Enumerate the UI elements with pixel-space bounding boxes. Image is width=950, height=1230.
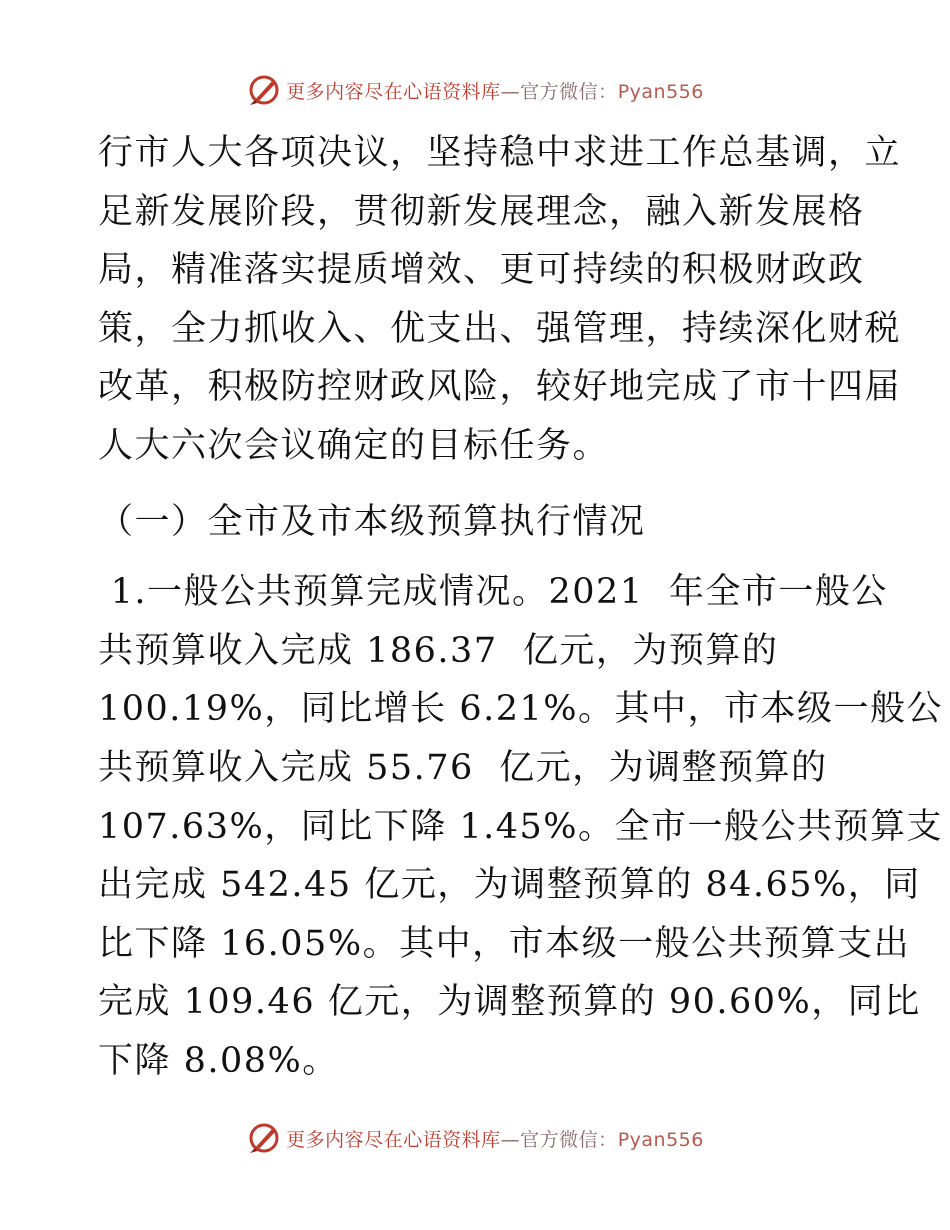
document-body bbox=[98, 124, 944, 1091]
paragraph2-line: 共预算收入完成 55.76 亿元，为调整预算的 bbox=[98, 747, 828, 788]
paragraph2-line: 100.19%，同比增长 6.21%。其中，市本级一般公 bbox=[98, 689, 944, 730]
paragraph1-line: 策，全力抓收入、优支出、强管理，持续深化财税 bbox=[98, 308, 902, 349]
paragraph1-line: 行市人大各项决议，坚持稳中求进工作总基调，立 bbox=[98, 133, 902, 173]
banner-text: 更多内容尽在心语资料库—官方微信：Pyan556 bbox=[286, 80, 704, 103]
header-banner bbox=[0, 70, 950, 110]
paragraph1-line: 人大六次会议确定的目标任务。 bbox=[98, 425, 610, 466]
paragraph1-line: 改革，积极防控财政风险，较好地完成了市十四届 bbox=[98, 367, 902, 408]
banner-text: 更多内容尽在心语资料库—官方微信：Pyan556 bbox=[286, 1128, 704, 1151]
paragraph2-line: 107.63%，同比下降 1.45%。全市一般公共预算支 bbox=[98, 806, 944, 847]
section-heading: （一）全市及市本级预算执行情况 bbox=[98, 501, 646, 542]
paragraph2-line: 1.一般公共预算完成情况。2021 年全市一般公 bbox=[98, 572, 888, 613]
paragraph1-line: 足新发展阶段，贯彻新发展理念，融入新发展格 bbox=[98, 191, 865, 232]
pen-circle-logo-icon bbox=[246, 72, 282, 108]
pen-circle-logo-icon bbox=[246, 1120, 282, 1156]
paragraph2-line: 共预算收入完成 186.37 亿元，为预算的 bbox=[98, 630, 779, 671]
footer-banner bbox=[0, 1118, 950, 1158]
paragraph2-line: 比下降 16.05%。其中，市本级一般公共预算支出 bbox=[98, 923, 911, 964]
paragraph2-line: 完成 109.46 亿元，为调整预算的 90.60%，同比 bbox=[98, 982, 921, 1023]
paragraph2-line: 下降 8.08%。 bbox=[98, 1040, 339, 1081]
paragraph2-line: 出完成 542.45 亿元，为调整预算的 84.65%，同 bbox=[98, 865, 921, 906]
paragraph1-line: 局，精准落实提质增效、更可持续的积极财政政 bbox=[98, 250, 865, 291]
